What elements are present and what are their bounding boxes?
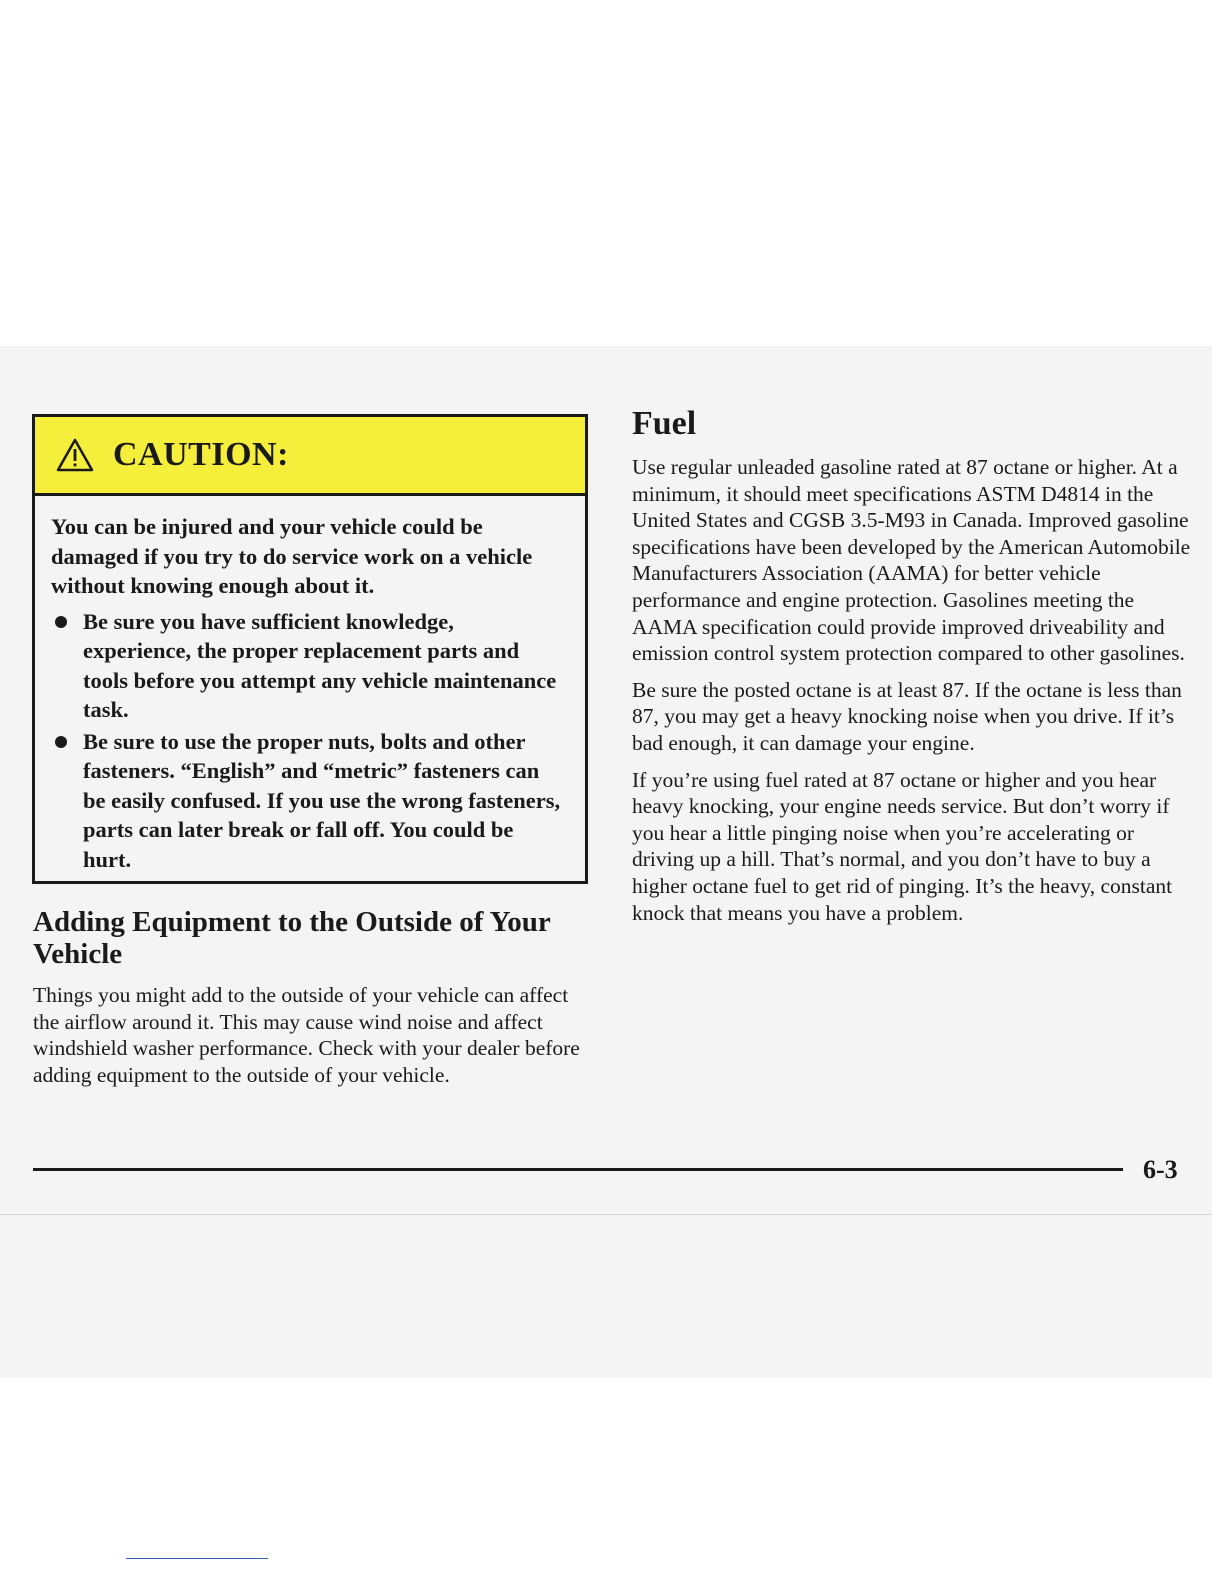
caution-title: CAUTION:	[113, 436, 289, 473]
fuel-paragraph: If you’re using fuel rated at 87 octane or higher and you hear heavy knocking, your engine needs service. But don’t worry if you hear a little pinging noise when you’re accelerating or driving up a hill. That’s normal, and you don’t have to buy a higher octane fuel to get rid of pinging. It’s the heavy, constant knock that means you have a problem.	[632, 767, 1173, 925]
caution-header	[35, 417, 585, 496]
caution-box	[32, 414, 588, 884]
caution-bullet-item	[51, 727, 563, 875]
fuel-paragraph: Be sure the posted octane is at least 87. If the octane is less than 87, you may get a heavy knocking noise when you drive. If it’s bad enough, it can damage your engine.	[632, 677, 1182, 755]
bullet-icon	[55, 736, 67, 748]
equipment-paragraph: Things you might add to the outside of your vehicle can affect the airflow around it. This may cause wind noise and affect windshield washer performance. Check with your dealer before adding equipment to the outside of your vehicle.	[33, 983, 580, 1087]
bottom-underline	[126, 1558, 268, 1559]
caution-bullet-text: Be sure you have sufficient knowledge, experience, the proper replacement parts and tools before you attempt any vehicle maintenance task.	[83, 608, 557, 722]
footer-divider	[33, 1168, 1123, 1171]
fuel-heading: Fuel	[632, 405, 697, 442]
caution-bullet-item	[51, 607, 563, 725]
fuel-body	[632, 454, 1192, 936]
caution-intro: You can be injured and your vehicle could be damaged if you try to do service work on a vehicle without knowing enough about it.	[51, 514, 533, 598]
caution-bullet-text: Be sure to use the proper nuts, bolts and other fasteners. “English” and “metric” fasteners can be easily confused. If you use the wrong fasteners, parts can later break or fall off. You could be hurt.	[83, 728, 561, 872]
warning-triangle-icon	[55, 437, 95, 473]
page-edge-line	[0, 1214, 1212, 1215]
bullet-icon	[55, 616, 67, 628]
fuel-paragraph: Use regular unleaded gasoline rated at 87 octane or higher. At a minimum, it should meet specifications ASTM D4814 in the United States and CGSB 3.5-M93 in Canada. Improved gasoline specifications have been developed by the American Automobile Manufacturers Association (AAMA) for better vehicle performance and engine protection. Gasolines meeting the AAMA specification could provide improved driveability and emission control system protection compared to other gasolines.	[632, 455, 1191, 666]
equipment-heading: Adding Equipment to the Outside of Your Vehicle	[33, 906, 551, 970]
page-number: 6-3	[1143, 1155, 1178, 1184]
caution-bullet-list	[51, 607, 563, 875]
caution-body	[35, 496, 585, 874]
